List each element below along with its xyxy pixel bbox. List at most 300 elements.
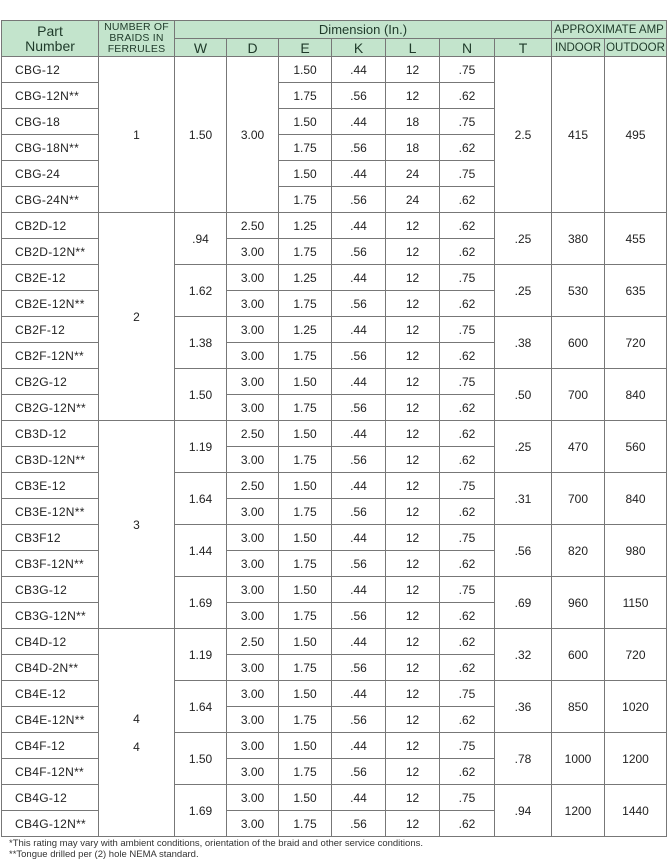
e-cell-text: 1.25 — [293, 322, 317, 337]
l-cell — [386, 187, 440, 213]
w-cell-text: 1.19 — [188, 647, 213, 662]
t-cell — [495, 421, 552, 473]
k-cell — [332, 655, 386, 681]
l-cell — [386, 499, 440, 525]
w-cell — [175, 629, 227, 681]
braids-cell — [99, 421, 175, 629]
e-cell — [279, 785, 332, 811]
t-cell-text: .36 — [514, 699, 532, 714]
d-cell-text: 3.00 — [240, 322, 265, 337]
indoor-amp-cell — [552, 525, 605, 577]
e-cell — [279, 421, 332, 447]
e-cell — [279, 447, 332, 473]
w-cell — [175, 733, 227, 785]
e-cell-text: 1.75 — [293, 140, 317, 155]
d-cell — [227, 213, 279, 239]
k-cell-text: .56 — [350, 764, 367, 779]
indoor-amp-cell-text: 600 — [567, 335, 589, 350]
l-cell — [386, 213, 440, 239]
l-cell — [386, 421, 440, 447]
n-cell-text: .75 — [458, 114, 476, 129]
t-cell-text: .31 — [514, 491, 532, 506]
n-cell — [440, 707, 495, 733]
n-cell — [440, 759, 495, 785]
part-number-cell — [2, 161, 99, 187]
l-cell — [386, 109, 440, 135]
e-cell-text: 1.75 — [293, 88, 317, 103]
part-number-cell-text: CB2F-12 — [15, 322, 66, 337]
indoor-amp-cell — [552, 317, 605, 369]
outdoor-amp-cell-text: 980 — [625, 543, 646, 558]
n-cell — [440, 395, 495, 421]
part-number-cell-text: CB2G-12N** — [15, 400, 87, 415]
braids-value: 4 — [133, 711, 140, 726]
w-cell — [175, 421, 227, 473]
e-cell — [279, 369, 332, 395]
footnote-tongue: **Tongue drilled per (2) hole NEMA standard. — [9, 849, 199, 860]
k-cell — [332, 265, 386, 291]
e-cell-text: 1.25 — [293, 270, 317, 285]
n-cell-text: .62 — [458, 556, 476, 571]
k-cell — [332, 525, 386, 551]
part-number-cell-text: CB3G-12 — [15, 582, 68, 597]
n-cell — [440, 655, 495, 681]
outdoor-amp-cell — [605, 369, 667, 421]
e-cell-text: 1.75 — [293, 556, 317, 571]
d-cell — [227, 291, 279, 317]
t-cell — [495, 369, 552, 421]
part-number-cell-text: CB3E-12 — [15, 478, 66, 493]
e-cell-text: 1.50 — [293, 634, 317, 649]
l-cell-text: 12 — [405, 634, 420, 649]
part-number-cell — [2, 499, 99, 525]
outdoor-amp-cell — [605, 785, 667, 837]
k-cell — [332, 291, 386, 317]
k-cell — [332, 811, 386, 837]
col-n-header: N — [440, 39, 495, 57]
l-cell — [386, 473, 440, 499]
d-cell — [227, 759, 279, 785]
l-cell — [386, 759, 440, 785]
e-cell-text: 1.75 — [293, 816, 317, 831]
n-cell — [440, 343, 495, 369]
part-number-cell-text: CB3F12 — [15, 530, 61, 545]
indoor-amp-cell — [552, 629, 605, 681]
e-cell — [279, 499, 332, 525]
t-cell — [495, 265, 552, 317]
e-cell — [279, 551, 332, 577]
e-cell — [279, 707, 332, 733]
e-cell — [279, 83, 332, 109]
part-number-cell — [2, 187, 99, 213]
part-number-cell — [2, 785, 99, 811]
e-cell-text: 1.50 — [293, 582, 317, 597]
e-cell-text: 1.25 — [293, 218, 317, 233]
k-cell-text: .56 — [350, 452, 367, 467]
d-cell — [227, 707, 279, 733]
l-cell — [386, 265, 440, 291]
t-cell — [495, 733, 552, 785]
k-cell-text: .44 — [350, 270, 367, 285]
part-number-cell-text: CB3F-12N** — [15, 556, 85, 571]
l-cell — [386, 369, 440, 395]
e-cell — [279, 525, 332, 551]
col-e-header: E — [279, 39, 332, 57]
d-cell — [227, 733, 279, 759]
n-cell — [440, 811, 495, 837]
part-number-cell — [2, 629, 99, 655]
braids-cell — [99, 213, 175, 421]
outdoor-amp-cell-text: 635 — [625, 283, 646, 298]
k-cell — [332, 447, 386, 473]
n-cell-text: .75 — [458, 582, 476, 597]
k-cell-text: .56 — [350, 400, 367, 415]
outdoor-amp-cell-text: 455 — [625, 231, 646, 246]
k-cell-text: .56 — [350, 816, 367, 831]
indoor-amp-cell-text: 700 — [567, 387, 589, 402]
k-cell — [332, 343, 386, 369]
part-number-cell — [2, 135, 99, 161]
l-cell-text: 12 — [405, 530, 420, 545]
l-cell-text: 12 — [405, 764, 420, 779]
part-number-cell-text: CB3D-12 — [15, 426, 67, 441]
outdoor-amp-cell — [605, 421, 667, 473]
d-cell-text: 3.00 — [240, 244, 265, 259]
w-cell-text: 1.50 — [188, 127, 213, 142]
l-cell — [386, 317, 440, 343]
e-cell-text: 1.50 — [293, 166, 317, 181]
table-header — [2, 21, 667, 57]
d-cell — [227, 603, 279, 629]
w-cell-text: 1.44 — [188, 543, 213, 558]
indoor-amp-cell-text: 380 — [567, 231, 589, 246]
e-cell — [279, 135, 332, 161]
n-cell — [440, 447, 495, 473]
outdoor-amp-cell-text: 1150 — [622, 595, 649, 610]
k-cell — [332, 369, 386, 395]
part-number-cell-text: CB4G-12 — [15, 790, 68, 805]
k-cell — [332, 681, 386, 707]
indoor-amp-cell-text: 960 — [567, 595, 589, 610]
n-cell-text: .62 — [458, 400, 476, 415]
l-cell-text: 12 — [405, 556, 420, 571]
d-cell-text: 3.00 — [240, 582, 265, 597]
l-cell-text: 12 — [405, 400, 420, 415]
part-number-cell-text: CBG-12N** — [15, 88, 80, 103]
w-cell — [175, 681, 227, 733]
n-cell-text: .62 — [458, 452, 476, 467]
n-cell — [440, 109, 495, 135]
e-cell-text: 1.75 — [293, 764, 317, 779]
l-cell — [386, 395, 440, 421]
outdoor-amp-cell — [605, 213, 667, 265]
l-cell-text: 12 — [405, 62, 420, 77]
n-cell-text: .62 — [458, 140, 476, 155]
part-number-cell — [2, 239, 99, 265]
header-row-groups — [2, 21, 667, 39]
n-cell-text: .62 — [458, 816, 476, 831]
d-cell-text: 3.00 — [240, 764, 265, 779]
l-cell — [386, 161, 440, 187]
d-cell-text: 3.00 — [240, 608, 265, 623]
table-row — [2, 421, 667, 447]
l-cell-text: 12 — [405, 296, 420, 311]
n-cell-text: .75 — [458, 62, 476, 77]
t-cell-text: .78 — [514, 751, 532, 766]
d-cell-text: 3.00 — [240, 296, 265, 311]
k-cell — [332, 135, 386, 161]
k-cell-text: .56 — [350, 556, 367, 571]
l-cell-text: 12 — [405, 426, 420, 441]
k-cell-text: .56 — [350, 348, 367, 363]
part-number-header-line2: Number — [25, 37, 75, 54]
d-cell-text: 3.00 — [240, 556, 265, 571]
d-cell — [227, 551, 279, 577]
part-number-cell-text: CB2D-12N** — [15, 244, 86, 259]
part-number-cell — [2, 291, 99, 317]
e-cell-text: 1.75 — [293, 192, 317, 207]
part-number-cell-text: CBG-24N** — [15, 192, 80, 207]
l-cell-text: 12 — [405, 270, 420, 285]
part-number-cell — [2, 421, 99, 447]
n-cell-text: .75 — [458, 686, 476, 701]
l-cell-text: 12 — [405, 660, 420, 675]
d-cell — [227, 629, 279, 655]
n-cell — [440, 681, 495, 707]
d-cell-text: 3.00 — [240, 270, 265, 285]
d-cell — [227, 655, 279, 681]
w-cell — [175, 473, 227, 525]
part-number-cell — [2, 759, 99, 785]
braids-header-line1: NUMBER OF — [104, 21, 169, 33]
part-number-cell — [2, 343, 99, 369]
e-cell-text: 1.50 — [293, 738, 317, 753]
col-l-header: L — [386, 39, 440, 57]
part-number-cell — [2, 733, 99, 759]
d-cell-text: 3.00 — [240, 530, 265, 545]
part-number-cell — [2, 577, 99, 603]
part-number-cell-text: CB4D-2N** — [15, 660, 79, 675]
part-number-cell — [2, 603, 99, 629]
e-cell — [279, 57, 332, 83]
n-cell-text: .62 — [458, 296, 476, 311]
outdoor-amp-cell-text: 720 — [625, 647, 646, 662]
d-cell — [227, 317, 279, 343]
col-w-header: W — [175, 39, 227, 57]
n-cell — [440, 421, 495, 447]
e-cell-text: 1.50 — [293, 530, 317, 545]
k-cell — [332, 317, 386, 343]
t-cell-text: .32 — [514, 647, 532, 662]
outdoor-amp-cell-text: 1200 — [622, 751, 649, 766]
table-body — [2, 57, 667, 837]
e-cell — [279, 395, 332, 421]
braids-header — [99, 21, 175, 57]
n-cell — [440, 629, 495, 655]
n-cell-text: .62 — [458, 192, 476, 207]
w-cell-text: .94 — [192, 231, 209, 246]
part-number-cell-text: CB3E-12N** — [15, 504, 85, 519]
l-cell — [386, 603, 440, 629]
w-cell — [175, 265, 227, 317]
e-cell-text: 1.50 — [293, 790, 317, 805]
indoor-amp-cell — [552, 785, 605, 837]
indoor-amp-cell-text: 470 — [567, 439, 589, 454]
t-cell-text: 2.5 — [514, 127, 532, 142]
n-cell — [440, 499, 495, 525]
n-cell-text: .62 — [458, 504, 476, 519]
amp-group-header: APPROXIMATE AMP — [552, 21, 667, 39]
n-cell-text: .62 — [458, 244, 476, 259]
dimension-group-header: Dimension (In.) — [175, 21, 552, 39]
outdoor-amp-cell — [605, 265, 667, 317]
n-cell — [440, 187, 495, 213]
braids-cell — [99, 57, 175, 213]
k-cell — [332, 239, 386, 265]
n-cell-text: .75 — [458, 166, 476, 181]
outdoor-amp-cell — [605, 317, 667, 369]
indoor-amp-cell-text: 600 — [567, 647, 589, 662]
outdoor-amp-cell — [605, 733, 667, 785]
n-cell — [440, 603, 495, 629]
w-cell-text: 1.19 — [188, 439, 213, 454]
e-cell — [279, 603, 332, 629]
k-cell — [332, 421, 386, 447]
footnote-rating: *This rating may vary with ambient conditions, orientation of the braid and other service conditions. — [9, 838, 423, 849]
t-cell — [495, 213, 552, 265]
w-cell-text: 1.50 — [188, 387, 213, 402]
k-cell — [332, 473, 386, 499]
part-number-cell — [2, 473, 99, 499]
e-cell — [279, 681, 332, 707]
k-cell-text: .56 — [350, 504, 367, 519]
e-cell — [279, 473, 332, 499]
n-cell — [440, 733, 495, 759]
part-number-cell — [2, 707, 99, 733]
d-cell-text: 3.00 — [240, 374, 265, 389]
w-cell-text: 1.69 — [188, 595, 213, 610]
l-cell — [386, 83, 440, 109]
e-cell-text: 1.75 — [293, 348, 317, 363]
indoor-amp-cell — [552, 265, 605, 317]
k-cell-text: .56 — [350, 296, 367, 311]
outdoor-amp-cell-text: 840 — [625, 491, 646, 506]
l-cell-text: 24 — [405, 166, 420, 181]
indoor-amp-cell — [552, 213, 605, 265]
e-cell-text: 1.75 — [293, 296, 317, 311]
e-cell-text: 1.50 — [293, 114, 317, 129]
col-indoor-header: INDOOR — [552, 39, 605, 57]
l-cell-text: 12 — [405, 790, 420, 805]
indoor-amp-cell-text: 850 — [567, 699, 589, 714]
d-cell — [227, 811, 279, 837]
d-cell-text: 3.00 — [240, 790, 265, 805]
e-cell-text: 1.50 — [293, 426, 317, 441]
d-cell — [227, 473, 279, 499]
k-cell — [332, 629, 386, 655]
e-cell — [279, 291, 332, 317]
e-cell — [279, 655, 332, 681]
e-cell — [279, 239, 332, 265]
e-cell-text: 1.50 — [293, 686, 317, 701]
d-cell-text: 3.00 — [240, 348, 265, 363]
d-cell — [227, 681, 279, 707]
l-cell-text: 12 — [405, 608, 420, 623]
part-number-cell — [2, 395, 99, 421]
n-cell — [440, 551, 495, 577]
t-cell-text: .69 — [514, 595, 532, 610]
l-cell-text: 18 — [405, 140, 420, 155]
n-cell — [440, 83, 495, 109]
l-cell — [386, 707, 440, 733]
table-row — [2, 213, 667, 239]
e-cell-text: 1.75 — [293, 400, 317, 415]
part-number-cell — [2, 83, 99, 109]
indoor-amp-cell — [552, 57, 605, 213]
n-cell — [440, 57, 495, 83]
k-cell-text: .44 — [350, 218, 367, 233]
t-cell-text: .25 — [514, 439, 532, 454]
e-cell-text: 1.50 — [293, 478, 317, 493]
col-outdoor-header: OUTDOOR — [605, 39, 667, 57]
part-number-cell-text: CBG-18 — [15, 114, 61, 129]
d-cell — [227, 525, 279, 551]
t-cell — [495, 317, 552, 369]
e-cell-text: 1.75 — [293, 504, 317, 519]
part-number-cell-text: CBG-24 — [15, 166, 61, 181]
part-number-cell-text: CB2G-12 — [15, 374, 68, 389]
e-cell-text: 1.50 — [293, 62, 317, 77]
e-cell-text: 1.75 — [293, 660, 317, 675]
l-cell — [386, 577, 440, 603]
outdoor-amp-cell — [605, 681, 667, 733]
part-number-cell-text: CB2F-12N** — [15, 348, 85, 363]
w-cell — [175, 577, 227, 629]
part-number-cell-text: CB2E-12 — [15, 270, 66, 285]
e-cell-text: 1.75 — [293, 244, 317, 259]
k-cell — [332, 603, 386, 629]
k-cell-text: .56 — [350, 712, 367, 727]
table-row — [2, 57, 667, 83]
t-cell-text: .38 — [514, 335, 532, 350]
n-cell — [440, 473, 495, 499]
e-cell-text: 1.50 — [293, 374, 317, 389]
w-cell — [175, 57, 227, 213]
k-cell — [332, 707, 386, 733]
outdoor-amp-cell — [605, 473, 667, 525]
l-cell-text: 12 — [405, 712, 420, 727]
l-cell-text: 12 — [405, 374, 420, 389]
k-cell — [332, 161, 386, 187]
k-cell-text: .44 — [350, 478, 367, 493]
n-cell-text: .62 — [458, 764, 476, 779]
n-cell-text: .62 — [458, 608, 476, 623]
k-cell — [332, 759, 386, 785]
braids-header-line2: BRAIDS IN — [109, 32, 164, 44]
col-d-header: D — [227, 39, 279, 57]
outdoor-amp-cell-text: 840 — [625, 387, 646, 402]
d-cell-text: 3.00 — [240, 738, 265, 753]
w-cell — [175, 369, 227, 421]
braids-value-extra: 4 — [133, 739, 140, 754]
part-number-cell-text: CB3G-12N** — [15, 608, 87, 623]
w-cell-text: 1.69 — [188, 803, 213, 818]
indoor-amp-cell — [552, 577, 605, 629]
indoor-amp-cell-text: 415 — [567, 127, 589, 142]
n-cell — [440, 525, 495, 551]
n-cell — [440, 265, 495, 291]
l-cell-text: 12 — [405, 322, 420, 337]
